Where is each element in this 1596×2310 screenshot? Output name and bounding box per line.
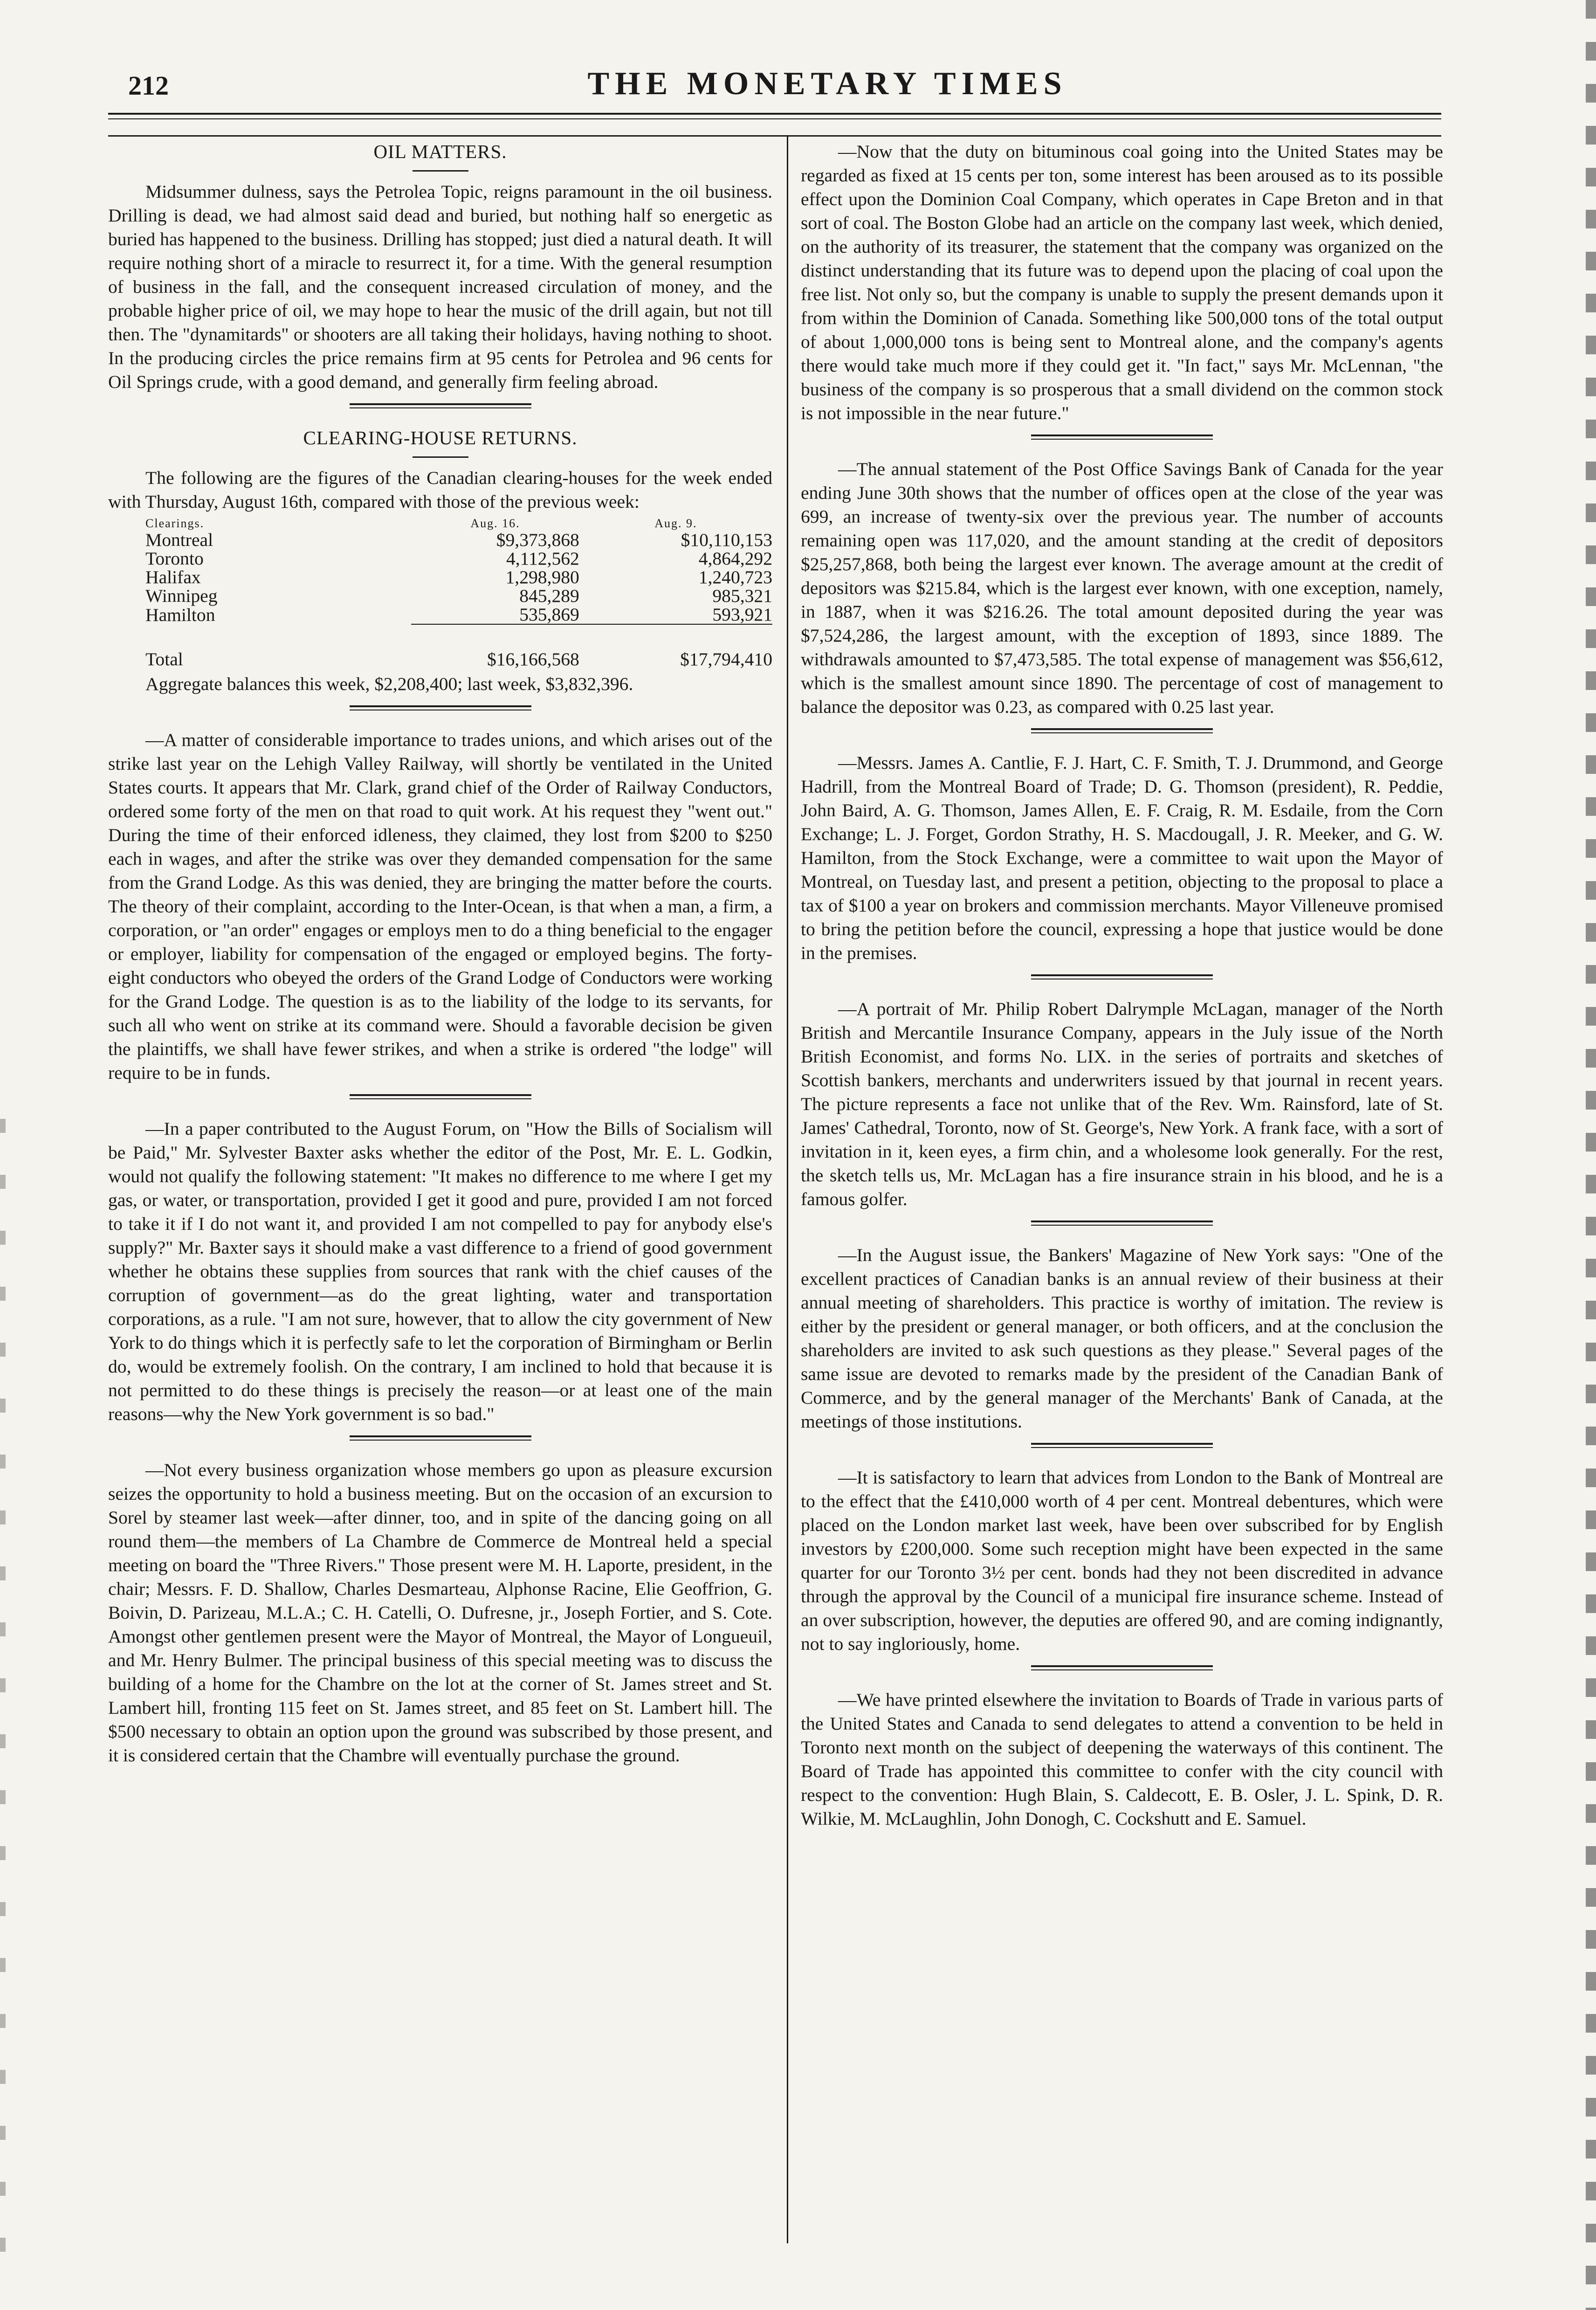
article-paragraph: —Not every business organization whose members go upon as pleasure excursion seizes the opportunity to hold a business meeting. But on the occasion of an excursion to Sorel by steamer last week—after dinner, too, and in spite of the dancing going on all round them—the members of La Chambre de Commerce de Montreal held a special meeting on board the "Three Rivers." Those present were M. H. Laporte, president, in the chair; Messrs. F. D. Shallow, Charles Desmarteau, Alphonse Racine, Elie Geoffrion, G. Boivin, D. Parizeau, M.L.A.; C. H. Catelli, O. Dufresne, jr., Joseph Fortier, and S. Cote. Amongst other gentlemen present were the Mayor of Montreal, the Mayor of Longueuil, and Mr. Henry Bulmer. The principal business of this special meeting was to discuss the building of a home for the Chambre on the lot at the corner of St. James street and St. Lambert hill, fronting 115 feet on St. James street, and 85 feet on St. Lambert hill. The $500 necessary to obtain an option upon the ground was subscribed by those present, and it is considered certain that the Chambre will eventually purchase the ground.: [108, 1460, 772, 1765]
sum-rule: [579, 624, 772, 643]
article-paragraph: —The annual statement of the Post Office Savings Bank of Canada for the year ending June 30th shows that the number of offices open at the close of the year was 699, an increase of twenty-six over the previous year. The number of accounts remaining open was 117,020, and the amount standing at the credit of depositors $25,257,868, both being the largest ever known. The average amount at the credit of depositors was $215.84, which is the largest ever known, with one exception, namely, in 1887, when it was $216.26. The total amount deposited during the year was $7,524,286, the largest amount, with the exception of 1893, since 1889. The withdrawals amounted to $7,473,585. The total expense of management was $56,612, which is the smallest amount since 1890. The percentage of cost of management to balance the depositor was 0.23, as compared with 0.25 last year.: [801, 459, 1443, 717]
clearing-table: [145, 517, 772, 669]
table-row: [145, 568, 772, 586]
masthead-title: THE MONETARY TIMES: [587, 66, 1067, 102]
aug16-value: 4,112,562: [506, 548, 579, 569]
article-paragraph: —It is satisfactory to learn that advices from London to the Bank of Montreal are to the effect that the £410,000 worth of 4 per cent. Montreal debentures, which were placed on the London market last week, have been over subscribed for by English investors by £200,000. Some such reception might have been expected in the same quarter for our Toronto 3½ per cent. bonds had they not been discredited in advance through the approval by the Council of a municipal fire insurance scheme. Instead of an over subscription, however, the deputies are offered 90, and are coming indignantly, not to say ingloriously, home.: [801, 1467, 1443, 1654]
city-name: Hamilton: [145, 604, 215, 625]
oil-matters-heading: OIL MATTERS.: [373, 141, 507, 162]
oil-matters-paragraph: Midsummer dulness, says the Petrolea Topic, reigns paramount in the oil business. Drilling is dead, we had almost said dead and buried, but nothing half so energetic as buried has happened to the business. Drilling has stopped; just died a natural death. It will require nothing short of a miracle to resurrect it, for a time. With the general resumption of business in the fall, and the consequent increased circulation of money, and the probable higher price of oil, we may hope to hear the music of the drill again, but not till then. The "dynamitards" or shooters are all taking their holidays, having nothing to shoot. In the producing circles the price remains firm at 95 cents for Petrolea and 96 cents for Oil Springs crude, with a good demand, and generally firm feeling abroad.: [108, 181, 772, 392]
section-separator: [1031, 974, 1213, 979]
table-row: [145, 531, 772, 549]
section-separator: [1031, 1221, 1213, 1226]
table-row: [145, 586, 772, 605]
section-separator: [1031, 434, 1213, 440]
article-paragraph: —Now that the duty on bituminous coal going into the United States may be regarded as fixed at 15 cents per ton, some interest has been aroused as to its possible effect upon the Dominion Coal Company, which operates in Cape Breton and in that sort of coal. The Boston Globe had an article on the company last week, which denied, on the authority of its treasurer, the statement that the company was organized on the distinct understanding that its future was to depend upon the placing of coal upon the free list. Not only so, but the company is unable to supply the present demands upon it from within the Dominion of Canada. Something like 500,000 tons of the total output of about 1,000,000 tons is being sent to Montreal alone, and the company's agents there would take much more if they could get it. "In fact," says Mr. McLennan, "the business of the company is so prosperous that a small dividend on the common stock is not impossible in the near future.": [801, 141, 1443, 423]
section-separator: [1031, 728, 1213, 733]
article-paragraph: —A portrait of Mr. Philip Robert Dalrymple McLagan, manager of the North British and Mercantile Insurance Company, appears in the July issue of the North British Economist, and forms No. LIX. in the series of portraits and sketches of Scottish bankers, merchants and underwriters issued by that journal in recent years. The picture represents a face not unlike that of the Rev. Wm. Rainsford, late of St. James' Cathedral, Toronto, now of St. George's, New York. A frank face, with a sort of invitation in it, keen eyes, a firm chin, and a wholesome look generally. For the rest, the sketch tells us, Mr. McLagan has a fire insurance strain in his blood, and he is a famous golfer.: [801, 999, 1443, 1209]
aug9-value: 1,240,723: [698, 567, 772, 587]
right-column: [801, 140, 1443, 1831]
city-name: Halifax: [145, 567, 201, 587]
clearings-column-label: Clearings.: [145, 517, 205, 530]
article-paragraph: —Messrs. James A. Cantlie, F. J. Hart, C. F. Smith, T. J. Drummond, and George Hadrill, from the Montreal Board of Trade; D. G. Thomson (president), R. Peddie, John Baird, A. G. Thomson, James Allen, E. F. Craig, R. M. Esdaile, from the Corn Exchange; L. J. Forget, Gordon Strathy, H. S. Macdougall, J. R. Meeker, and G. W. Hamilton, from the Stock Exchange, were a committee to wait upon the Mayor of Montreal, on Tuesday last, and present a petition, objecting to the proposal to place a tax of $100 a year on brokers and commission merchants. Mayor Villeneuve promised to bring the petition before the council, expressing a hope that justice would be done in the premises.: [801, 752, 1443, 963]
clearing-intro: The following are the figures of the Canadian clearing-houses for the week ended with Thursday, August 16th, compared with those of the previous week:: [108, 468, 772, 512]
aug9-value: $10,110,153: [681, 530, 772, 550]
page-number: 212: [128, 70, 169, 101]
aug9-value: 593,921: [712, 604, 772, 625]
aug16-value: $9,373,868: [496, 530, 579, 550]
left-column: [108, 140, 772, 1767]
city-name: Winnipeg: [145, 586, 218, 606]
aug16-value: 535,869: [519, 604, 579, 625]
table-row: [145, 605, 772, 624]
clearing-house-heading: CLEARING-HOUSE RETURNS.: [303, 427, 578, 448]
section-separator: [350, 1435, 531, 1441]
scan-edge-artifact: [1586, 0, 1596, 2310]
header-rule: [108, 135, 1441, 137]
aggregate-balances: Aggregate balances this week, $2,208,400; last week, $3,832,396.: [145, 674, 633, 694]
aug9-value: 4,864,292: [698, 548, 772, 569]
city-name: Montreal: [145, 530, 213, 550]
city-name: Toronto: [145, 548, 204, 569]
scan-edge-artifact: [0, 1119, 6, 2284]
aug9-total: $17,794,410: [680, 649, 772, 669]
heading-rule: [413, 170, 468, 172]
section-separator: [350, 1094, 531, 1099]
aug9-column-header: Aug. 9.: [654, 517, 697, 530]
aug16-value: 1,298,980: [505, 567, 579, 587]
aug9-value: 985,321: [712, 586, 772, 606]
article-paragraph: —In a paper contributed to the August Forum, on "How the Bills of Socialism will be Paid," Mr. Sylvester Baxter asks whether the editor of the Post, Mr. E. L. Godkin, would not qualify the following statement: "It makes no difference to me where I get my gas, or water, or transportation, provided I get it good and pure, provided I am not forced to take it if I do not want it, and provided I am not compelled to pay for anybody else's supply?" Mr. Baxter says it should make a vast difference to a friend of good government whether he obtains these supplies from sources that rank with the chief causes of the corruption of government—as do the great lighting, water and transportation corporations, as a rule. "I am not sure, however, that to allow the city government of New York to do things which it is perfectly safe to let the corporation of Birmingham or Berlin do, would be extremely foolish. On the contrary, I am inclined to hold that because it is not permitted to do these things is precisely the reason—or at least one of the main reasons—why the New York government is so bad.": [108, 1118, 772, 1424]
column-divider: [787, 136, 788, 2243]
section-separator: [350, 705, 531, 710]
total-row: [145, 643, 772, 669]
heading-rule: [413, 456, 468, 458]
section-separator: [1031, 1443, 1213, 1448]
header-rule: [108, 113, 1441, 115]
article-paragraph: —We have printed elsewhere the invitation to Boards of Trade in various parts of the United States and Canada to send delegates to attend a convention to be held in Toronto next month on the subject of deepening the waterways of this continent. The Board of Trade has appointed this committee to confer with the city council with respect to the convention: Hugh Blain, S. Caldecott, E. B. Osler, J. L. Spink, D. R. Wilkie, M. McLaughlin, John Donogh, C. Cockshutt and E. Samuel.: [801, 1689, 1443, 1829]
section-separator: [1031, 1665, 1213, 1670]
section-separator: [350, 403, 531, 408]
aug16-total: $16,166,568: [487, 649, 579, 669]
article-paragraph: —In the August issue, the Bankers' Magazine of New York says: "One of the excellent practices of Canadian banks is an annual review of their business at their annual meeting of shareholders. This practice is worthy of imitation. The review is either by the president or general manager, or both officers, and at the conclusion the shareholders are invited to ask such questions as they please." Several pages of the same issue are devoted to remarks made by the president of the Canadian Bank of Commerce, and by the general manager of the Merchants' Bank of Canada, at the meetings of those institutions.: [801, 1245, 1443, 1432]
header-rule: [108, 118, 1441, 119]
total-label: Total: [145, 649, 183, 669]
aug16-value: 845,289: [519, 586, 579, 606]
article-paragraph: —A matter of considerable importance to trades unions, and which arises out of the strike last year on the Lehigh Valley Railway, will shortly be ventilated in the United States courts. It appears that Mr. Clark, grand chief of the Order of Railway Conductors, ordered some forty of the men on that road to quit work. At his request they "went out." During the time of their enforced idleness, they claimed, they lost from $200 to $250 each in wages, and after the strike was over they demanded compensation for the same from the Grand Lodge. As this was denied, they are bringing the matter before the courts. The theory of their complaint, according to the Inter-Ocean, is that when a man, a firm, a corporation, or "an order" engages or employs men to do a thing beneficial to the engager or employer, liability for compensation of the engaged or employed begins. The forty-eight conductors who obeyed the orders of the Grand Lodge of Conductors were working for the Grand Lodge. The question is as to the liability of the lodge to its servants, for such all who went on strike at its command were. Should a favorable decision be given the plaintiffs, we shall have fewer strikes, and when a strike is ordered "the lodge" will require to be in funds.: [108, 730, 772, 1083]
table-row: [145, 549, 772, 568]
sum-rule: [411, 624, 579, 643]
aug16-column-header: Aug. 16.: [470, 517, 520, 530]
